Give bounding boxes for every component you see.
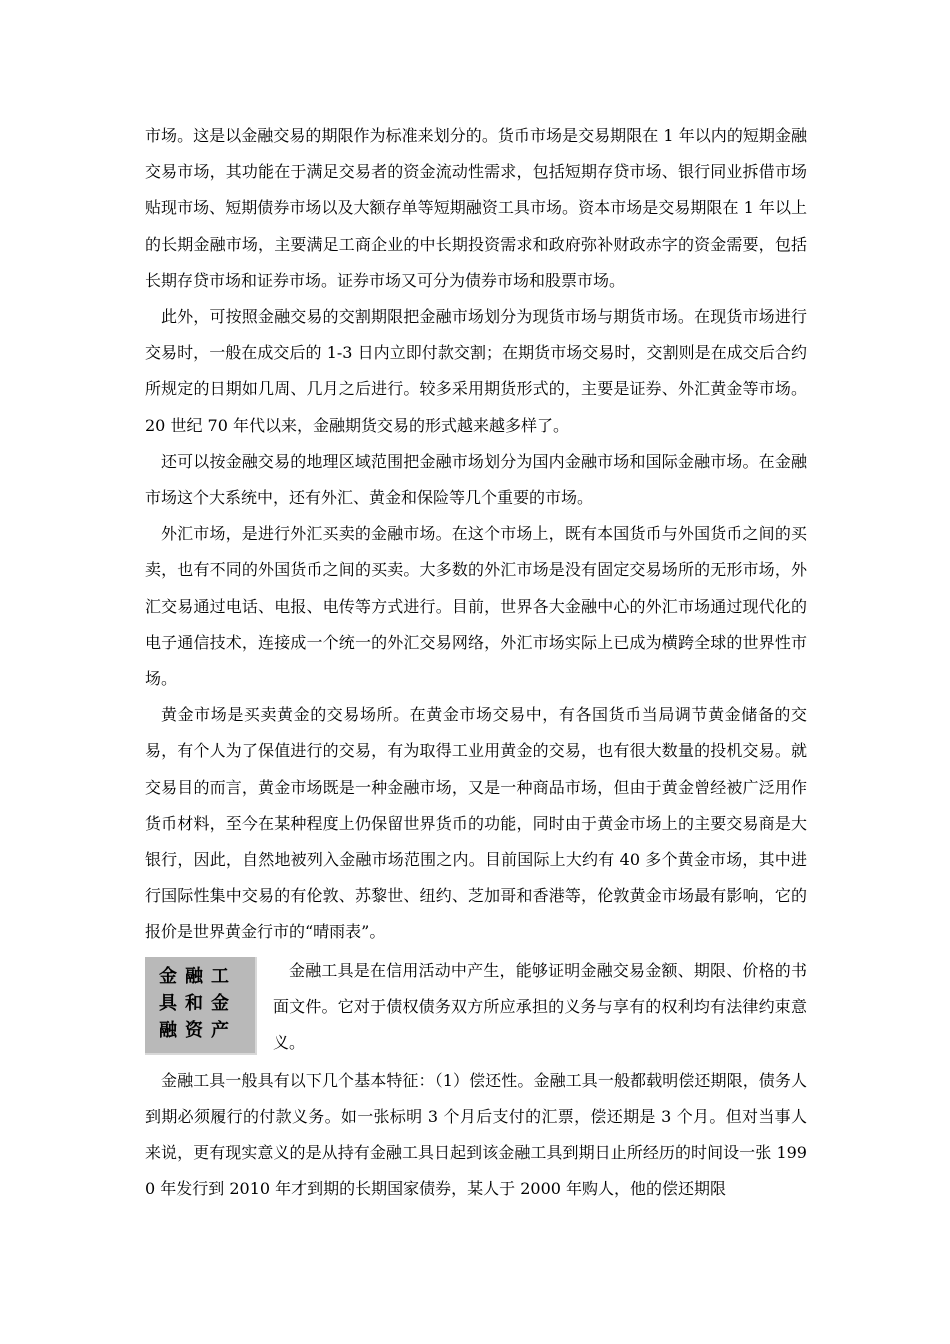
section-heading-line-1: 金融工 xyxy=(159,965,237,987)
paragraph-money-capital-market: 市场。这是以金融交易的期限作为标准来划分的。货币市场是交易期限在 1 年以内的短期金融交易市场，其功能在于满足交易者的资金流动性需求，包括短期存贷市场、银行同业拆借市场贴现市场、短期债券市场以及大额存单等短期融资工具市场。资本市场是交易期限在 1 年以上的长期金融市场，主要满足工商企业的中长期投资需求和政府弥补财政赤字的资金需要，包括长期存贷市场和证券市场。证券市场又可分为债券市场和股票市场。 xyxy=(145,126,807,290)
document-page xyxy=(145,118,807,1207)
paragraph-spot-futures-market: 此外，可按照金融交易的交割期限把金融市场划分为现货市场与期货市场。在现货市场进行交易时，一般在成交后的 1-3 日内立即付款交割；在期货市场交易时，交割则是在成交后合约所规定的日期如几周、几月之后进行。较多采用期货形式的，主要是证券、外汇黄金等市场。20 世纪 70 年代以来，金融期货交易的形式越来越多样了。 xyxy=(145,307,807,435)
section-heading-line-3: 融资产 xyxy=(159,1019,237,1041)
section-heading-box xyxy=(145,957,257,1055)
paragraph-forex-market: 外汇市场，是进行外汇买卖的金融市场。在这个市场上，既有本国货币与外国货币之间的买卖，也有不同的外国货币之间的买卖。大多数的外汇市场是没有固定交易场所的无形市场，外汇交易通过电话、电报、电传等方式进行。目前，世界各大金融中心的外汇市场通过现代化的电子通信技术，连接成一个统一的外汇交易网络，外汇市场实际上已成为横跨全球的世界性市场。 xyxy=(145,524,807,689)
section-financial-instruments xyxy=(145,953,807,1063)
paragraph-gold-market: 黄金市场是买卖黄金的交易场所。在黄金市场交易中，有各国货币当局调节黄金储备的交易，有个人为了保值进行的交易，有为取得工业用黄金的交易，也有很大数量的投机交易。就交易目的而言，黄金市场既是一种金融市场，又是一种商品市场，但由于黄金曾经被广泛用作货币材料，至今在某种程度上仍保留世界货币的功能，同时由于黄金市场上的主要交易商是大银行，因此，自然地被列入金融市场范围之内。目前国际上大约有 40 多个黄金市场，其中进行国际性集中交易的有伦敦、苏黎世、纽约、芝加哥和香港等，伦敦黄金市场最有影响，它的报价是世界黄金行市的“晴雨表”。 xyxy=(145,705,807,942)
section-heading-line-2: 具和金 xyxy=(159,992,237,1014)
paragraph-financial-instrument-definition: 金融工具是在信用活动中产生，能够证明金融交易金额、期限、价格的书面文件。它对于债权债务双方所应承担的义务与享有的权利均有法律约束意义。 xyxy=(273,960,807,1053)
paragraph-instrument-features: 金融工具一般具有以下几个基本特征：（1）偿还性。金融工具一般都载明偿还期限，债务人到期必须履行的付款义务。如一张标明 3 个月后支付的汇票，偿还期是 3 个月。但对当事人来说，更有现实意义的是从持有金融工具日起到该金融工具到期日止所经历的时间设一张 1990 年发行到 2010 年才到期的长期国家债券，某人于 2000 年购人，他的偿还期限 xyxy=(145,1070,807,1199)
paragraph-domestic-international-market: 还可以按金融交易的地理区域范围把金融市场划分为国内金融市场和国际金融市场。在金融市场这个大系统中，还有外汇、黄金和保险等几个重要的市场。 xyxy=(145,451,807,508)
